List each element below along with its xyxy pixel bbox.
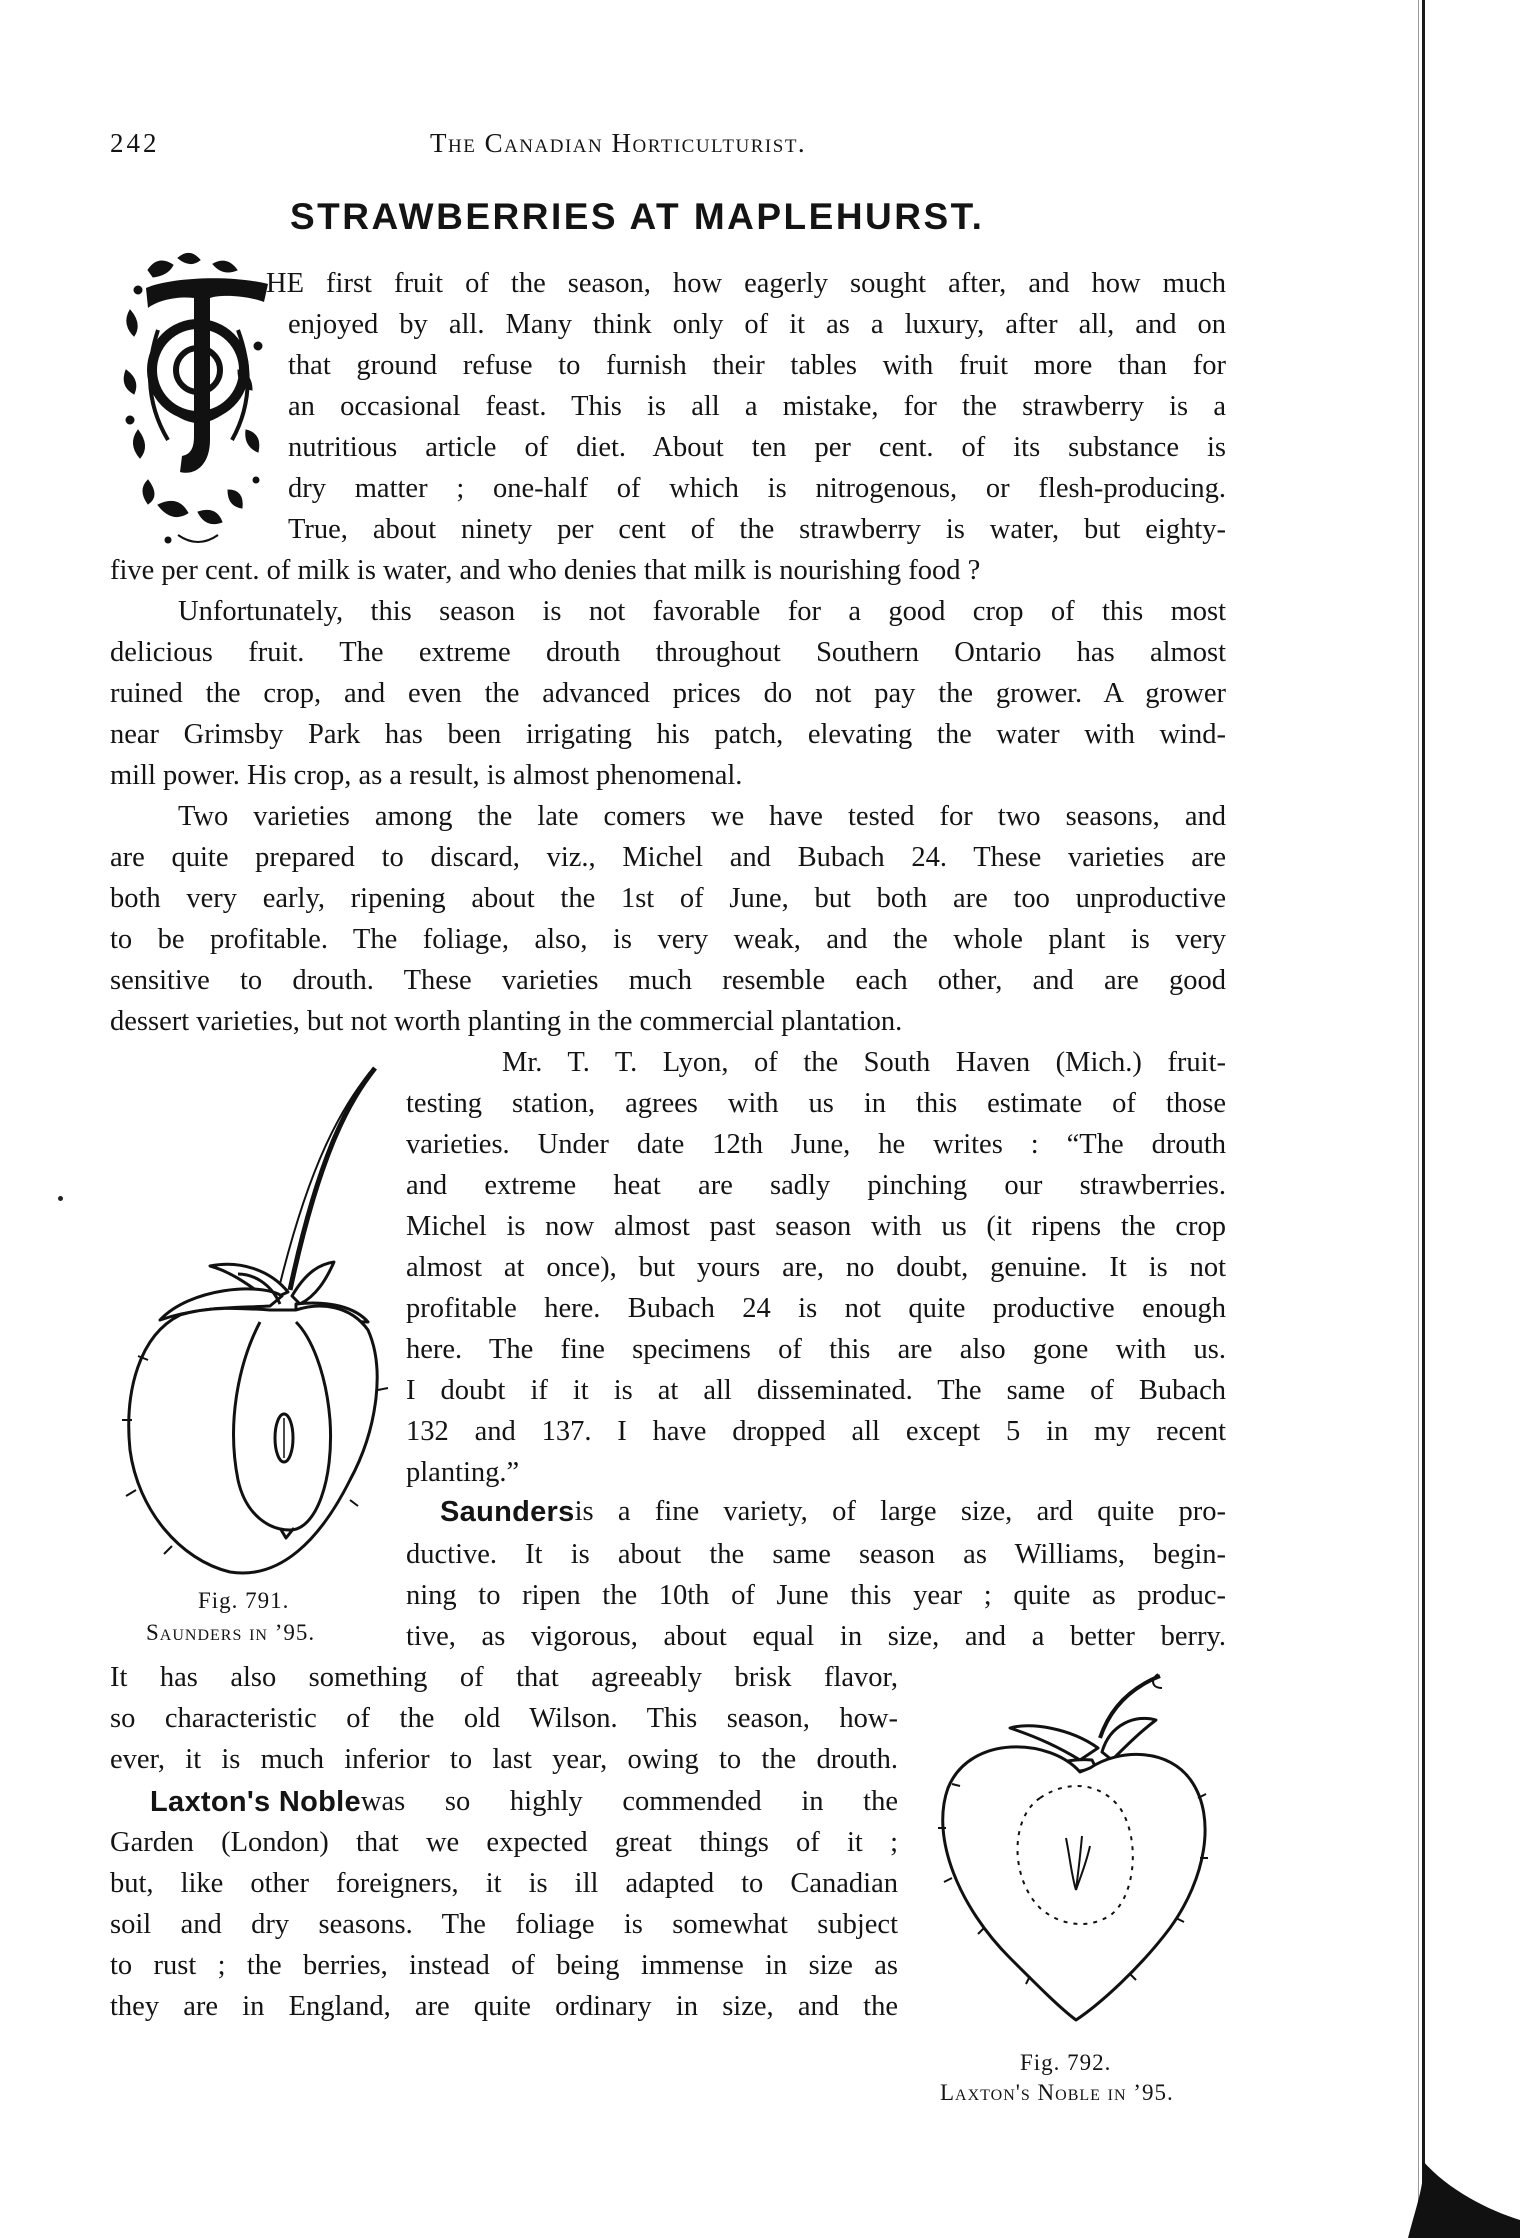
- lyon-line-7: profitable here. Bubach 24 is not quite productive enough: [406, 1293, 1226, 1324]
- drouth-line-4: near Grimsby Park has been irrigating his patch, elevating the water with wind-: [110, 719, 1226, 750]
- fig-791-number: Fig. 791.: [198, 1588, 290, 1613]
- saunders-lead: Saunders: [440, 1496, 575, 1528]
- saunders-line-1: [440, 1498, 1226, 1527]
- saunders-line-3: ning to ripen the 10th of June this year ; quite as produc-: [406, 1580, 1226, 1611]
- fig-791-caption: [146, 1620, 315, 1646]
- lyon-line-2: testing station, agrees with us in this estimate of those: [406, 1088, 1226, 1119]
- laxton-line-4: soil and dry seasons. The foliage is somewhat subject: [110, 1909, 898, 1940]
- article-title: STRAWBERRIES AT MAPLEHURST.: [290, 196, 985, 237]
- varieties-line-1: Two varieties among the late comers we have tested for two seasons, and: [178, 801, 1226, 832]
- intro-line-4: an occasional feast. This is all a mistake, for the strawberry is a: [288, 391, 1226, 422]
- intro-line-8: five per cent. of milk is water, and who denies that milk is nourishing food ?: [110, 555, 981, 586]
- scan-edge-shadow: [1408, 2150, 1520, 2238]
- saunders-line-5: It has also something of that agreeably brisk flavor,: [110, 1662, 898, 1693]
- varieties-line-5: sensitive to drouth. These varieties much resemble each other, and are good: [110, 965, 1226, 996]
- drouth-line-3: ruined the crop, and even the advanced prices do not pay the grower. A grower: [110, 678, 1226, 709]
- lyon-line-10: 132 and 137. I have dropped all except 5 in my recent: [406, 1416, 1226, 1447]
- saunders-line-1-text: is a fine variety, of large size, ard quite pro-: [574, 1496, 1226, 1527]
- page-number: 242: [110, 128, 160, 158]
- scan-edge-line-light: [1418, 0, 1419, 2238]
- laxton-line-1: [150, 1788, 898, 1817]
- saunders-line-7: ever, it is much inferior to last year, owing to the drouth.: [110, 1744, 898, 1775]
- lyon-line-1: Mr. T. T. Lyon, of the South Haven (Mich.) fruit-: [502, 1047, 1226, 1078]
- running-title: The Canadian Horticulturist.: [430, 128, 807, 158]
- saunders-line-6: so characteristic of the old Wilson. This season, how-: [110, 1703, 898, 1734]
- lyon-line-6: almost at once), but yours are, no doubt, genuine. It is not: [406, 1252, 1226, 1283]
- strawberry-figure-saunders: [120, 1060, 390, 1580]
- ornamental-dropcap-t: [118, 250, 276, 550]
- varieties-line-4: to be profitable. The foliage, also, is very weak, and the whole plant is very: [110, 924, 1226, 955]
- lyon-line-8: here. The fine specimens of this are also gone with us.: [406, 1334, 1226, 1365]
- laxton-line-3: but, like other foreigners, it is ill adapted to Canadian: [110, 1868, 898, 1899]
- lyon-line-5: Michel is now almost past season with us (it ripens the crop: [406, 1211, 1226, 1242]
- intro-line-1: HE first fruit of the season, how eagerly sought after, and how much: [266, 268, 1226, 299]
- drouth-line-5: mill power. His crop, as a result, is almost phenomenal.: [110, 760, 743, 791]
- scan-edge-line: [1422, 0, 1425, 2238]
- laxton-lead: Laxton's Noble: [150, 1786, 361, 1818]
- fig-791-caption-text: Saunders in ’95.: [146, 1620, 316, 1645]
- fig-792-number: Fig. 792.: [1020, 2050, 1112, 2075]
- drouth-line-2: delicious fruit. The extreme drouth throughout Southern Ontario has almost: [110, 637, 1226, 668]
- fig-792-caption-text: Laxton's Noble in ’95.: [940, 2080, 1174, 2105]
- laxton-line-2: Garden (London) that we expected great things of it ;: [110, 1827, 898, 1858]
- intro-line-7: True, about ninety per cent of the strawberry is water, but eighty-: [288, 514, 1226, 545]
- fig-792-caption: [940, 2080, 1174, 2106]
- varieties-line-6: dessert varieties, but not worth planting in the commercial plantation.: [110, 1006, 903, 1037]
- varieties-line-2: are quite prepared to discard, viz., Michel and Bubach 24. These varieties are: [110, 842, 1226, 873]
- intro-line-2: enjoyed by all. Many think only of it as a luxury, after all, and on: [288, 309, 1226, 340]
- laxton-line-1-text: was so highly commended in the: [360, 1786, 898, 1817]
- lyon-line-9: I doubt if it is at all disseminated. The same of Bubach: [406, 1375, 1226, 1406]
- laxton-line-5: to rust ; the berries, instead of being immense in size as: [110, 1950, 898, 1981]
- lyon-line-11: planting.”: [406, 1457, 520, 1488]
- varieties-line-3: both very early, ripening about the 1st of June, but both are too unproductive: [110, 883, 1226, 914]
- saunders-line-4: tive, as vigorous, about equal in size, and a better berry.: [406, 1621, 1226, 1652]
- laxton-line-6: they are in England, are quite ordinary in size, and the: [110, 1991, 898, 2022]
- intro-line-6: dry matter ; one-half of which is nitrogenous, or flesh-producing.: [288, 473, 1226, 504]
- strawberry-figure-laxtons-noble: [930, 1668, 1220, 2048]
- saunders-line-2: ductive. It is about the same season as Williams, begin-: [406, 1539, 1226, 1570]
- lyon-line-4: and extreme heat are sadly pinching our strawberries.: [406, 1170, 1226, 1201]
- intro-line-3: that ground refuse to furnish their tables with fruit more than for: [288, 350, 1226, 381]
- lyon-line-3: varieties. Under date 12th June, he writes : “The drouth: [406, 1129, 1226, 1160]
- drouth-line-1: Unfortunately, this season is not favorable for a good crop of this most: [178, 596, 1226, 627]
- intro-line-5: nutritious article of diet. About ten per cent. of its substance is: [288, 432, 1226, 463]
- stray-dot: [58, 1196, 63, 1201]
